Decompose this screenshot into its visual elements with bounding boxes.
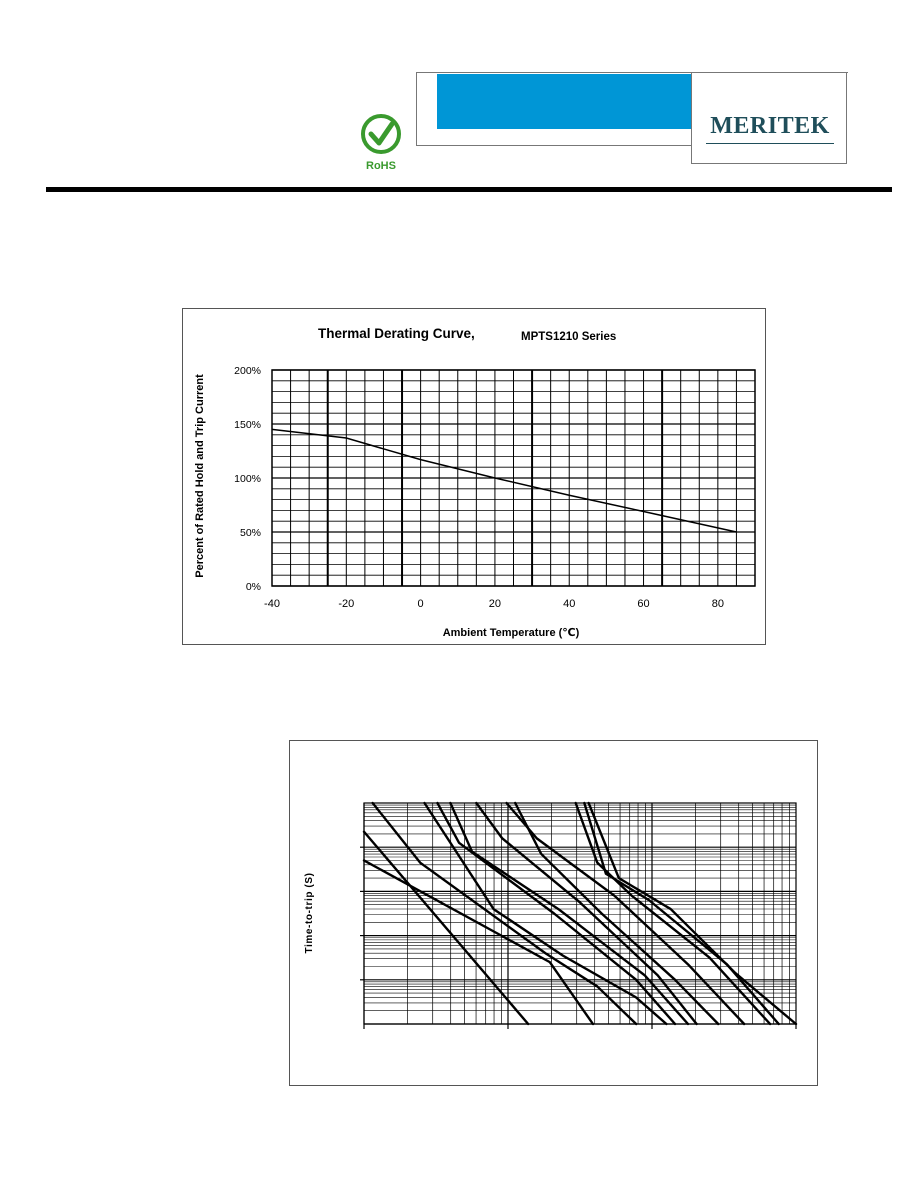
chart1-y-tick: 150% bbox=[234, 419, 261, 431]
time-to-trip-chart bbox=[290, 741, 817, 1085]
rohs-label: RoHS bbox=[366, 160, 396, 172]
rohs-check-icon bbox=[363, 116, 399, 152]
chart1-x-tick: 0 bbox=[417, 598, 424, 610]
chart2-trip-curve bbox=[515, 803, 718, 1024]
chart1-x-tick: 20 bbox=[488, 598, 502, 610]
chart1-x-tick: -40 bbox=[264, 598, 280, 610]
chart2-trip-curve bbox=[584, 803, 778, 1024]
chart1-x-tick: -20 bbox=[338, 598, 355, 610]
chart1-y-tick: 50% bbox=[239, 527, 261, 539]
rohs-logo bbox=[354, 112, 408, 174]
chart1-subtitle: MPTS1210 Series bbox=[521, 331, 617, 343]
chart2-trip-curve bbox=[576, 803, 770, 1024]
chart1-x-tick: 40 bbox=[563, 598, 576, 610]
chart1-title: Thermal Derating Curve, bbox=[318, 326, 475, 341]
chart1-x-tick: 80 bbox=[711, 598, 724, 610]
thermal-derating-chart-frame bbox=[182, 308, 766, 645]
chart1-y-tick: 0% bbox=[245, 581, 261, 593]
header-accent-bar bbox=[437, 74, 691, 129]
brand-logo-box bbox=[691, 72, 847, 164]
chart1-y-tick: 100% bbox=[234, 473, 261, 485]
chart1-ylabel: Percent of Rated Hold and Trip Current bbox=[194, 374, 206, 578]
chart2-ylabel: Time-to-trip (S) bbox=[304, 872, 315, 954]
thermal-derating-chart bbox=[183, 309, 765, 644]
chart2-plot-border bbox=[364, 803, 796, 1024]
chart2-trip-curve bbox=[373, 803, 637, 1024]
chart1-y-tick: 200% bbox=[234, 365, 261, 377]
time-to-trip-chart-frame bbox=[289, 740, 818, 1086]
chart1-xlabel: Ambient Temperature (℃) bbox=[442, 627, 580, 639]
brand-logo: MERITEK bbox=[710, 113, 830, 139]
chart1-derating-line bbox=[272, 429, 736, 532]
chart1-x-tick: 60 bbox=[637, 598, 650, 610]
header-rule bbox=[46, 187, 892, 192]
chart2-trip-curve bbox=[437, 803, 675, 1024]
